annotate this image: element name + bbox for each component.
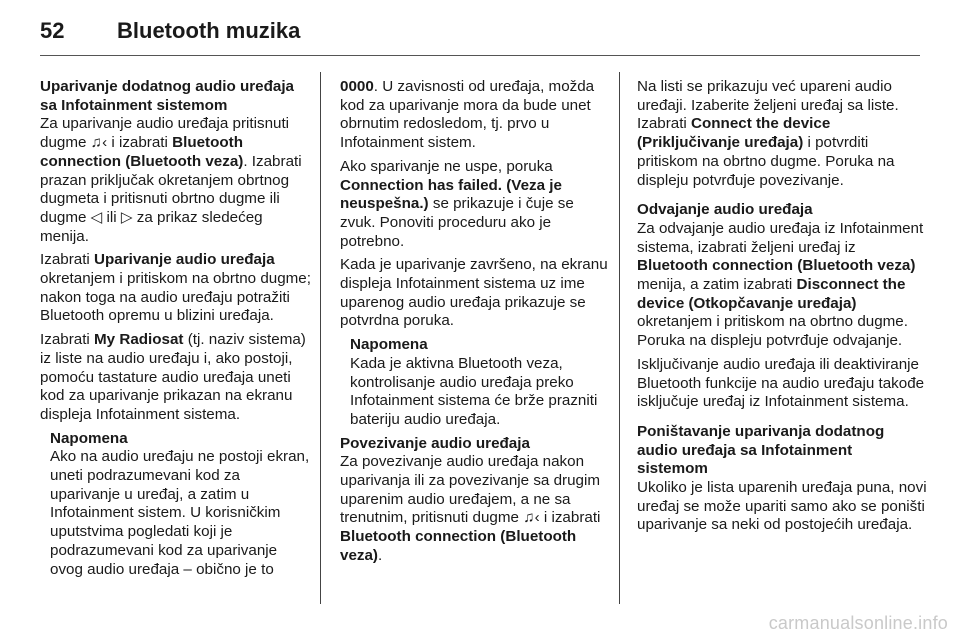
page-number: 52 <box>40 18 65 43</box>
text-run: . <box>378 546 383 564</box>
bold-text: Disconnect the device (Otkopčavanje uređaja) <box>637 276 906 312</box>
text-run: Ako sparivanje ne uspe, poruka <box>340 157 553 175</box>
paragraph <box>637 220 927 351</box>
column-2 <box>340 78 610 571</box>
column-3 <box>637 78 927 540</box>
page-title: Bluetooth muzika <box>117 18 301 43</box>
text-run: Izabrati <box>40 331 95 349</box>
paragraph <box>40 331 312 425</box>
paragraph <box>637 479 927 535</box>
note-label: Napomena <box>350 336 428 354</box>
paragraph <box>637 78 927 190</box>
bold-text: Bluetooth connection (Bluetooth veza) <box>340 528 577 564</box>
note-text: Ako na audio uređaju ne postoji ekran, uneti podrazumevani kod za uparivanje u uređaj, a zatim u Infotainment sistem. U korisničkim uputstvima pogledati koji je podrazumevani kod za uparivanje ovog audio uređaja – obično je to <box>50 448 310 578</box>
text-run: ♫‹ <box>90 134 108 152</box>
text-run: i izabrati <box>107 134 173 152</box>
text-run: Na listi se prikazuju već upareni audio uređaji. Izaberite željeni uređaj sa liste. Izabrati <box>637 78 899 133</box>
bold-text: Uparivanje audio uređaja <box>94 251 275 269</box>
note-block <box>350 336 610 430</box>
note-text: Kada je aktivna Bluetooth veza, kontrolisanje audio uređaja preko Infotainment sistema će brže prazniti bateriju audio uređaja. <box>350 354 598 428</box>
text-run: . U zavisnosti od uređaja, možda kod za uparivanje mora da bude unet obrnutim redosledom, tj. prvo u Infotainment sistem. <box>340 78 595 152</box>
text-run: Ukoliko je lista uparenih uređaja puna, novi uređaj se može upariti samo ako se poništi uparivanje sa neki od postojećih uređaja. <box>637 479 927 534</box>
bold-text: Bluetooth connection (Bluetooth veza) <box>637 257 916 275</box>
text-run: ♫‹ <box>523 509 540 527</box>
column-divider-1 <box>320 72 321 604</box>
paragraph <box>637 356 927 412</box>
text-run: (tj. naziv sistema) iz liste na audio uređaju i, ako postoji, pomoću tastature audio uređaja uneti kod za uparivanje prikazan na ekranu displeja Infotainment sistema. <box>40 331 306 423</box>
bold-text: Connection has failed. (Veza je neuspešna.) <box>340 176 562 213</box>
section-heading-disconnecting: Odvajanje audio uređaja <box>637 201 813 219</box>
header-rule <box>40 55 920 56</box>
bold-text: My Radiosat <box>94 331 184 349</box>
page-header <box>40 12 920 52</box>
text-run: i izabrati <box>539 509 601 527</box>
note-label: Napomena <box>50 429 128 447</box>
text-run: Izabrati <box>40 251 95 269</box>
watermark: carmanualsonline.info <box>768 613 948 633</box>
note-continuation <box>340 78 610 153</box>
column-divider-2 <box>619 72 620 604</box>
section-heading-connecting: Povezivanje audio uređaja <box>340 434 530 452</box>
note-block <box>50 430 312 580</box>
section-heading-unpairing: Poništavanje uparivanja dodatnog audio uređaja sa Infotainment sistemom <box>637 422 885 478</box>
text-run: . Izabrati prazan priključak okretanjem obrtnog dugmeta i pritisnuti obrtno dugme ili dugme ◁ ili ▷ za prikaz sledećeg menija. <box>40 152 302 245</box>
bold-text: 0000 <box>340 78 374 95</box>
text-run: okretanjem i pritiskom na obrtno dugme; nakon toga na audio uređaju potražiti Bluetooth opremu u blizini uređaja. <box>40 270 311 325</box>
text-run: Isključivanje audio uređaja ili deaktiviranje Bluetooth funkcije na audio uređaju takođe isključuje uređaj iz Infotainment sistema. <box>637 355 925 411</box>
paragraph <box>340 453 610 565</box>
text-run: Za povezivanje audio uređaja nakon uparivanja ili za povezivanje sa drugim uparenim audio uređajem, a ne sa trenutnim, pritisnuti dugme <box>340 453 601 527</box>
text-run: Za uparivanje audio uređaja pritisnuti dugme <box>40 115 290 152</box>
paragraph <box>40 115 312 246</box>
bold-text: Bluetooth connection (Bluetooth veza) <box>40 134 244 170</box>
text-run: okretanjem i pritiskom na obrtno dugme. Poruka na displeju potvrđuje odvajanje. <box>637 313 908 350</box>
paragraph <box>340 158 610 252</box>
column-1 <box>40 78 312 579</box>
bold-text: Connect the device (Priključivanje uređaja) <box>637 115 831 152</box>
text-run: i potvrditi pritiskom na obrtno dugme. Poruka na displeju potvrđuje povezivanje. <box>637 134 895 189</box>
section-heading-pairing: Uparivanje dodatnog audio uređaja sa Infotainment sistemom <box>40 78 295 114</box>
text-run: menija, a zatim izabrati <box>637 276 797 294</box>
paragraph <box>40 251 312 326</box>
text-run: se prikazuje i čuje se zvuk. Ponoviti proceduru ako je potrebno. <box>340 195 574 250</box>
text-run: Kada je uparivanje završeno, na ekranu displeja Infotainment sistema uz ime uparenog audio uređaja prikazuje se potvrdna poruka. <box>340 256 608 330</box>
paragraph <box>340 256 610 331</box>
text-run: Za odvajanje audio uređaja iz Infotainment sistema, izabrati željeni uređaj iz <box>637 219 924 256</box>
